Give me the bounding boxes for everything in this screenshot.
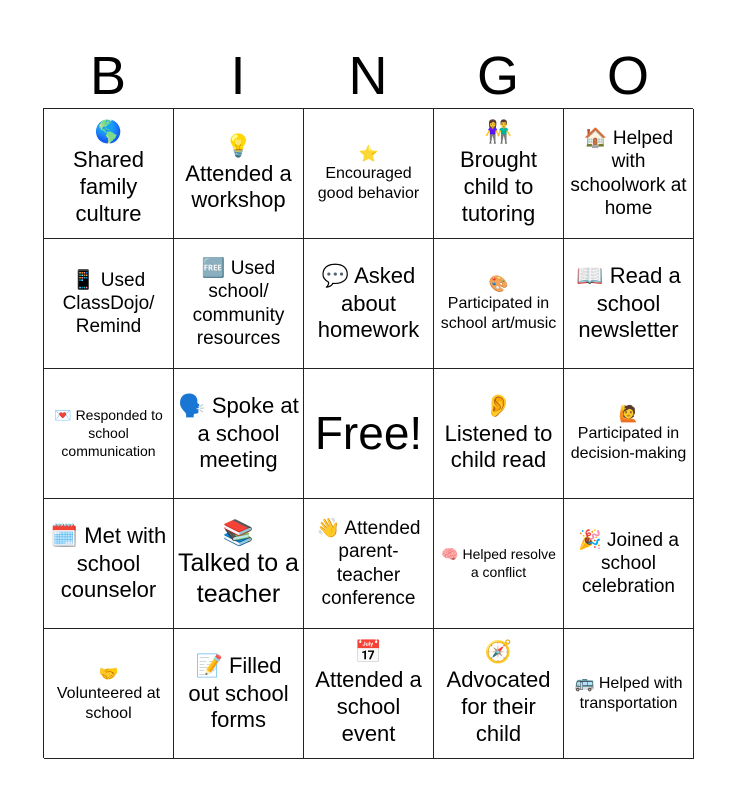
bingo-cell[interactable] [304,109,434,239]
header-letter-n: N [348,46,388,106]
cell-label: Responded to school communication [61,407,163,459]
bingo-cell[interactable] [44,109,174,239]
cell-label: Participated in decision-making [570,425,687,462]
people-holding-hands-icon: 👫 [484,120,513,146]
cell-content [48,269,169,339]
cell-label: Helped resolve a conflict [462,545,556,580]
cell-content [438,274,559,334]
handshake-icon: 🤝 [98,663,119,683]
cell-label: Used school/ community resources [192,258,285,349]
cell-content [48,119,169,227]
bingo-cell[interactable] [44,239,174,369]
cell-content [308,639,429,747]
cell-content [568,127,689,220]
cell-label: Filled out school forms [188,652,289,733]
memo-icon: 📝 [195,653,223,679]
bingo-grid [43,108,693,758]
calendar-icon: 🗓️ [50,523,79,549]
love-letter-icon: 💌 [54,408,72,425]
cell-label: Attended parent-teacher conference [321,518,421,609]
bingo-cell[interactable] [434,109,564,239]
mobile-phone-icon: 📱 [71,268,96,291]
cell-label: Used ClassDojo/ Remind [62,269,155,338]
cell-content [48,664,169,724]
bus-icon: 🚌 [574,673,595,693]
bingo-cell[interactable] [304,499,434,629]
open-book-icon: 📖 [576,263,604,289]
bingo-cell[interactable] [304,239,434,369]
bingo-cell[interactable] [564,109,694,239]
bingo-cell[interactable] [434,369,564,499]
cell-label: Asked about homework [317,262,420,343]
bingo-cell[interactable] [174,369,304,499]
free-space-label: Free! [314,407,423,460]
cell-label: Joined a school celebration [582,529,679,598]
house-icon: 🏠 [583,127,608,150]
bingo-cell[interactable] [564,629,694,759]
bingo-cell[interactable] [174,239,304,369]
person-raising-hand-icon: 🙋 [618,403,639,423]
bingo-cell[interactable] [304,629,434,759]
header-letter-g: G [476,46,519,106]
artist-palette-icon: 🎨 [488,273,509,293]
bingo-cell[interactable] [174,629,304,759]
header-letter-b: B [89,46,127,106]
cell-content [308,144,429,204]
cell-content [178,257,299,350]
cell-content [568,673,689,713]
cell-content [568,529,689,599]
cell-content [48,407,169,459]
bingo-cell[interactable] [564,369,694,499]
compass-icon: 🧭 [484,640,513,666]
cell-label: Read a school newsletter [578,262,681,343]
cell-label: Met with school counselor [60,522,167,603]
cell-content [438,546,559,581]
cell-content [178,653,299,734]
bingo-cell[interactable] [434,499,564,629]
bingo-cell[interactable] [174,109,304,239]
cell-label: Listened to child read [444,420,553,473]
speech-balloon-icon: 💬 [321,263,350,289]
cell-label: Participated in school art/music [440,295,557,332]
party-popper-icon: 🎉 [578,528,602,551]
cell-label: Helped with schoolwork at home [570,128,687,219]
cell-content [438,639,559,747]
books-icon: 📚 [222,517,255,547]
cell-content [308,517,429,610]
waving-hand-icon: 👋 [316,517,341,540]
ear-icon: 👂 [484,393,513,419]
bingo-cell[interactable] [44,629,174,759]
cell-label: Shared family culture [73,147,144,226]
cell-label: Helped with transportation [579,675,683,712]
cell-label: Encouraged good behavior [317,165,420,202]
cell-content [568,263,689,344]
cell-content [178,393,299,474]
bingo-header [43,44,693,108]
bingo-cell[interactable] [564,239,694,369]
cell-label: Attended a school event [315,667,422,746]
cell-content [178,518,299,610]
calendar-date-icon: 📅 [354,640,383,666]
cell-label: Volunteered at school [56,685,161,722]
bingo-cell[interactable] [564,499,694,629]
speaking-head-icon: 🗣️ [178,393,206,419]
cell-content [438,393,559,474]
cell-label: Spoke at a school meeting [197,392,299,473]
lightbulb-icon: 💡 [224,133,253,159]
header-letter-i: I [230,46,246,106]
cell-label: Talked to a teacher [178,549,299,608]
cell-content [48,523,169,604]
bingo-cell[interactable] [174,499,304,629]
bingo-cell[interactable] [434,239,564,369]
globe-icon: 🌎 [94,120,123,146]
header-letter-o: O [606,46,649,106]
cell-content [568,404,689,464]
brain-icon: 🧠 [441,546,459,563]
bingo-cell[interactable] [44,499,174,629]
bingo-cell[interactable] [434,629,564,759]
cell-label: Brought child to tutoring [459,147,538,226]
cell-content [438,119,559,227]
free-button-icon: 🆓 [201,257,226,280]
cell-content [308,263,429,344]
star-icon: ⭐ [358,143,379,163]
cell-content [178,133,299,214]
cell-label: Advocated for their child [446,667,551,746]
bingo-cell-free[interactable] [304,369,434,499]
bingo-cell[interactable] [44,369,174,499]
cell-label: Attended a workshop [185,160,292,213]
